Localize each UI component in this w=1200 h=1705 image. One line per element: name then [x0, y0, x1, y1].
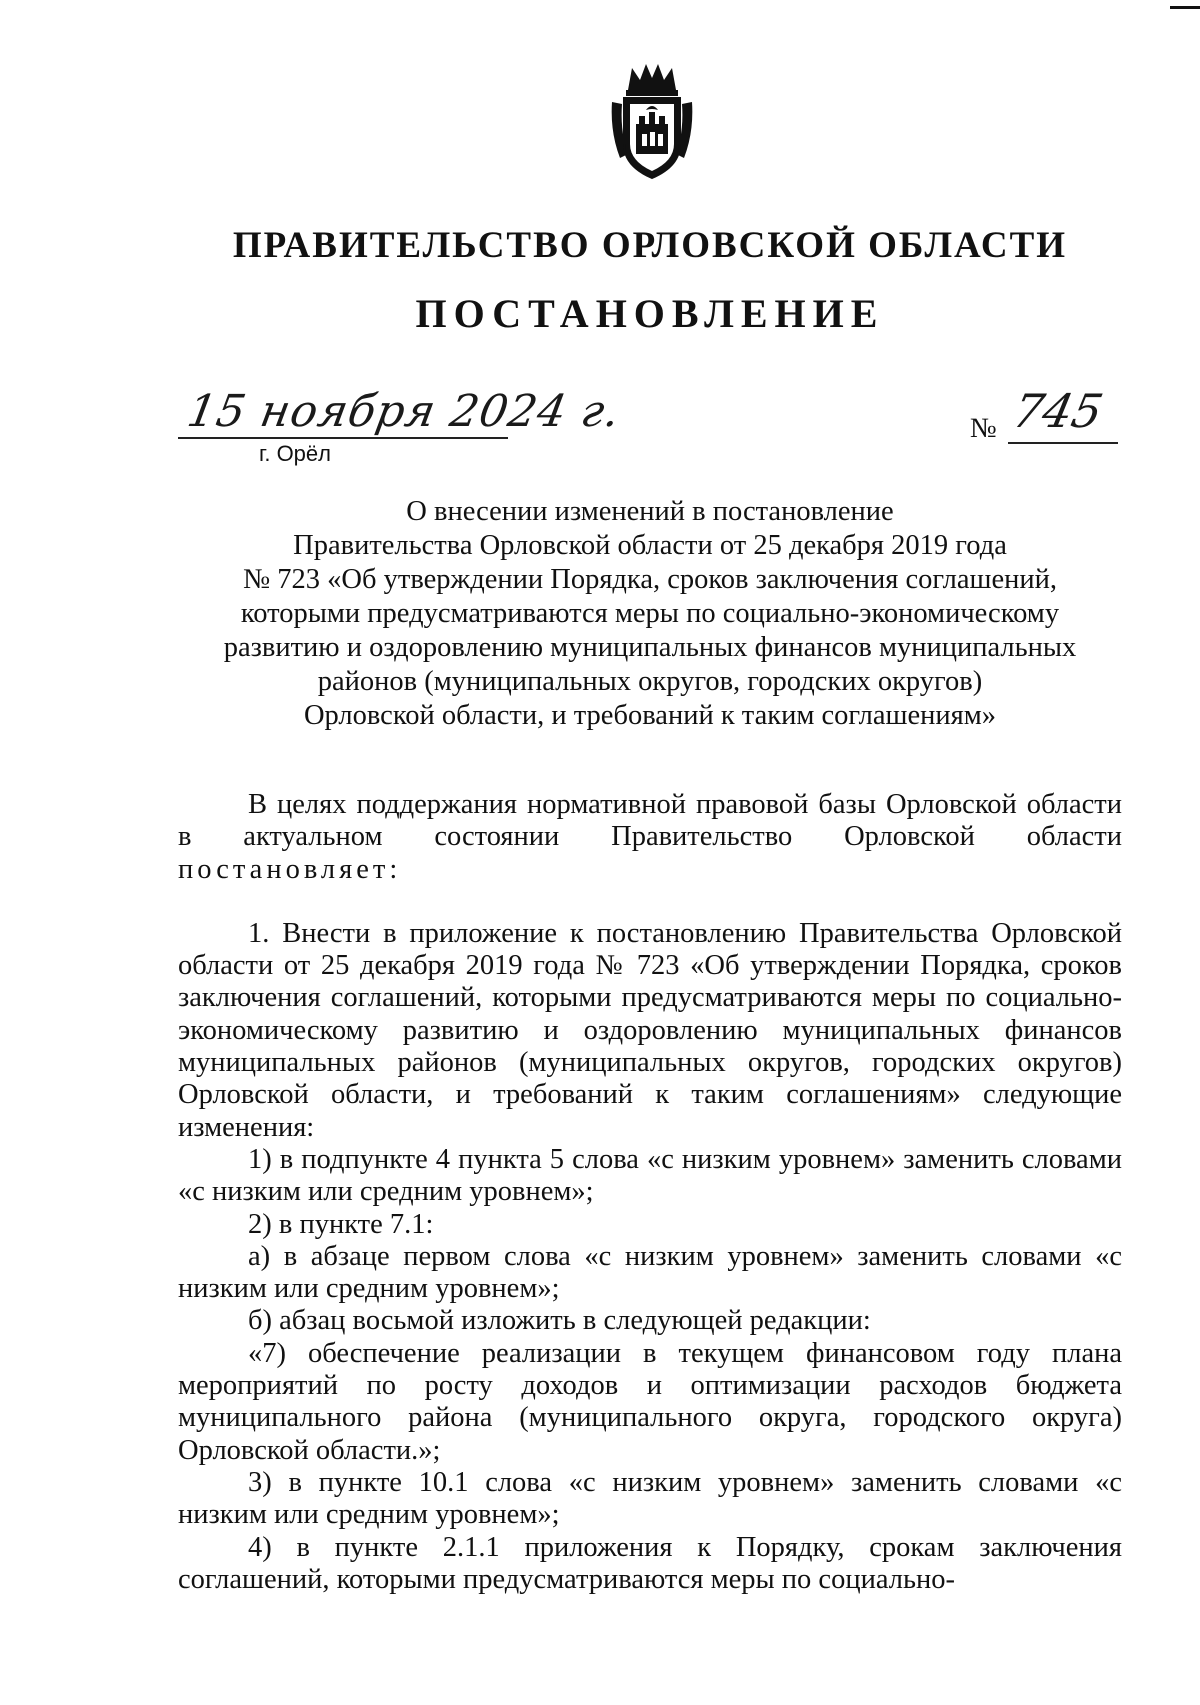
number-underline	[1008, 442, 1118, 444]
title-line: районов (муниципальных округов, городских округов)	[317, 666, 983, 697]
title-line: которыми предусматриваются меры по социально-экономическому	[240, 598, 1060, 629]
title-line: Правительства Орловской области от 25 декабря 2019 года	[293, 530, 1007, 561]
city-label: г. Орёл	[259, 441, 331, 466]
title-line: развитию и оздоровлению муниципальных финансов муниципальных	[223, 632, 1077, 663]
preamble-paragraph	[178, 789, 1122, 886]
orel-oblast-coat-of-arms-icon	[606, 62, 698, 182]
agency-heading: ПРАВИТЕЛЬСТВО ОРЛОВСКОЙ ОБЛАСТИ	[232, 225, 1068, 266]
body-paragraph: 4) в пункте 2.1.1 приложения к Порядку, срокам заключения соглашений, которыми предусматриваются меры по социально-	[178, 1531, 1122, 1595]
body-paragraph: 1. Внести в приложение к постановлению Правительства Орловской области от 25 декабря 2019 года № 723 «Об утверждении Порядка, сроков заключения соглашений, которыми предусматриваются меры по социально-экономическому развитию и оздоровлению муниципальных финансов муниципальных районов (муниципальных округов, городских округов) Орловской области, и требований к таким соглашениям» следующие изменения:	[178, 917, 1122, 1143]
body-paragraph: «7) обеспечение реализации в текущем финансовом году плана мероприятий по росту доходов и оптимизации расходов бюджета муниципального района (муниципального округа, городского округа) Орловской области.»;	[178, 1337, 1122, 1466]
handwritten-date: 15 ноября 2024 г.	[183, 386, 625, 437]
preamble-resolves-word: постановляет:	[178, 853, 402, 885]
preamble-text: В целях поддержания нормативной правовой базы Орловской области в актуальном состоянии Правительство Орловской области	[178, 789, 1122, 853]
body-paragraph: 1) в подпункте 4 пункта 5 слова «с низким уровнем» заменить словами «с низким или средним уровнем»;	[178, 1143, 1122, 1208]
number-sign: №	[970, 413, 997, 444]
title-line: Орловской области, и требований к таким соглашениям»	[303, 700, 997, 731]
document-title	[200, 495, 1100, 733]
document-type-heading: ПОСТАНОВЛЕНИЕ	[415, 291, 885, 336]
body-paragraph: 2) в пункте 7.1:	[248, 1208, 434, 1240]
handwritten-number: 745	[1008, 384, 1108, 438]
date-underline	[178, 437, 508, 439]
scan-corner-mark	[1170, 6, 1200, 9]
document-body	[178, 789, 1122, 1596]
body-paragraph: 3) в пункте 10.1 слова «с низким уровнем» заменить словами «с низким или средним уровнем»;	[178, 1466, 1122, 1531]
body-paragraph: а) в абзаце первом слова «с низким уровнем» заменить словами «с низким или средним уровнем»;	[178, 1240, 1122, 1305]
title-line: № 723 «Об утверждении Порядка, сроков заключения соглашений,	[242, 564, 1058, 595]
body-paragraph: б) абзац восьмой изложить в следующей редакции:	[248, 1305, 871, 1337]
title-line: О внесении изменений в постановление	[406, 496, 894, 527]
